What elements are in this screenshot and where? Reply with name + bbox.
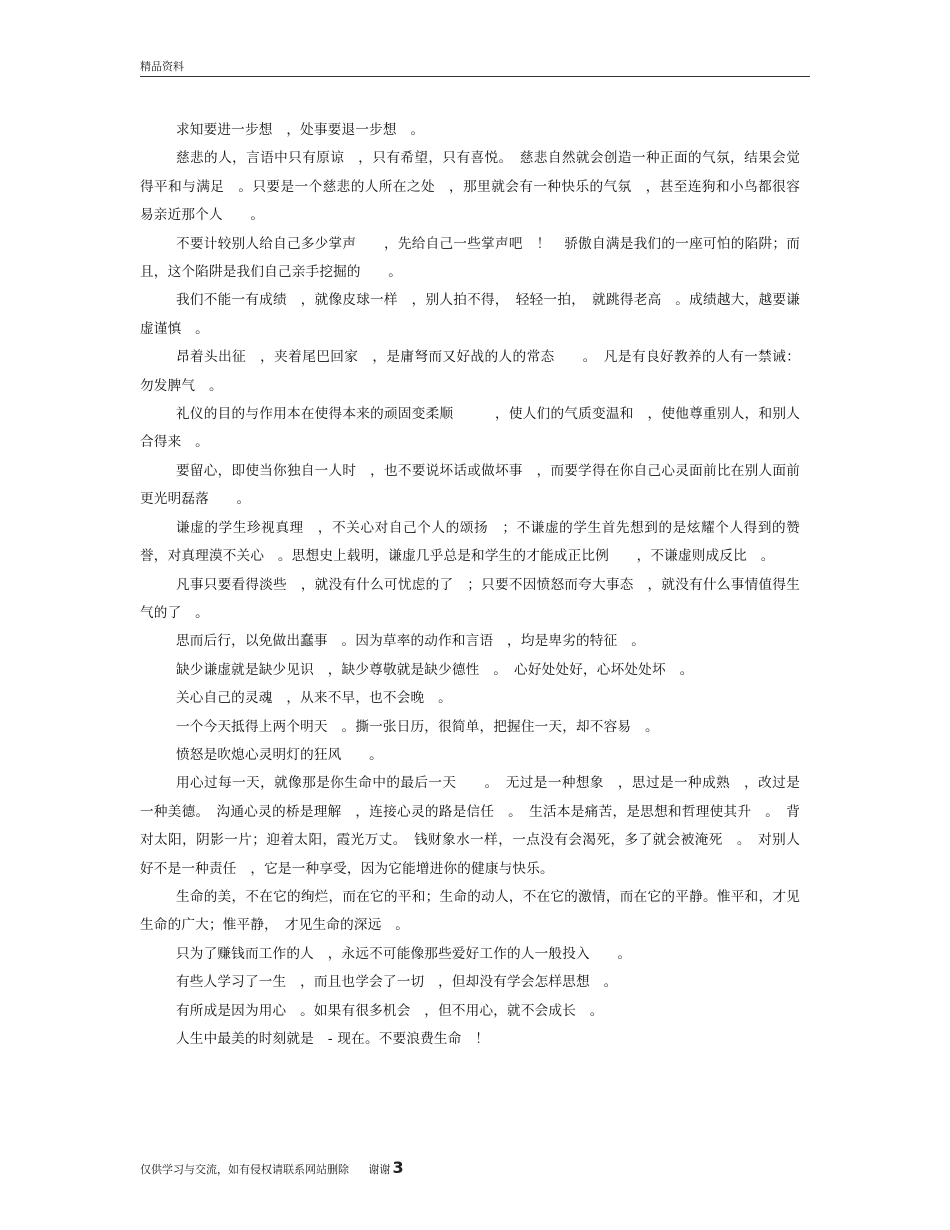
paragraph: 愤怒是吹熄心灵明灯的狂风 。	[176, 746, 383, 763]
paragraph: 生命的美，不在它的绚烂，而在它的平和；生命的动人，不在它的激情，而在它的平静。惟平和，才见生命的广大；惟平静， 才见生命的深远 。	[140, 888, 800, 934]
paragraph: 凡事只要看得淡些 ，就没有什么可忧虑的了 ；只要不因愤怒而夸大事态 ，就没有什么事情值得生气的了 。	[140, 576, 800, 621]
paragraph: 关心自己的灵魂 ，从来不早，也不会晚 。	[176, 690, 452, 707]
paragraph: 慈悲的人，言语中只有原谅 ，只有希望，只有喜悦。 慈悲自然就会创造一种正面的气氛，结果会觉得平和与满足 。只要是一个慈悲的人所在之处 ，那里就会有一种快乐的气氛 ，甚至连狗和小鸟都很容易亲近那个人 。	[140, 150, 800, 224]
paragraph: 有些人学习了一生 ，而且也学会了一切 ，但却没有学会怎样思想 。	[176, 974, 618, 991]
paragraph: 一个今天抵得上两个明天 。撕一张日历，很简单，把握住一天，却不容易 。	[176, 718, 659, 735]
paragraph: 谦虚的学生珍视真理 ，不关心对自己个人的颂扬 ；不谦虚的学生首先想到的是炫耀个人得到的赞誉，对真理漠不关心 。思想史上载明，谦虚几乎总是和学生的才能成正比例 ，不谦虚则成反比 。	[140, 519, 800, 565]
paragraph: 用心过每一天，就像那是你生命中的最后一天 。 无过是一种想象 ，思过是一种成熟 ，改过是一种美德。 沟通心灵的桥是理解 ，连接心灵的路是信任 。 生活本是痛苦，是思想和哲理使其升 。 背对太阳，阴影一片；迎着太阳，霞光万丈。 钱财象水一样，一点没有会渴死，多了就会被淹死 。 对别人好不是一种责任 ，它是一种享受，因为它能增进你的健康与快乐。	[140, 775, 800, 877]
paragraph: 有所成是因为用心 。如果有很多机会 ，但不用心，就不会成长 。	[176, 1002, 604, 1019]
footer-thanks: 谢谢	[368, 1163, 391, 1176]
paragraph: 求知要进一步想 ，处事要退一步想 。	[176, 122, 425, 138]
page-footer	[140, 1158, 404, 1177]
page-header	[140, 56, 810, 77]
paragraph: 要留心，即使当你独自一人时 ，也不要说坏话或做坏事 ，而要学得在你自己心灵面前比在别人面前更光明磊落 。	[140, 462, 800, 508]
paragraph: 缺少谦虚就是缺少见识 ，缺少尊敬就是缺少德性 。 心好处处好，心坏处处坏 。	[176, 661, 694, 678]
paragraph: 思而后行，以免做出蠢事 。因为草率的动作和言语 ，均是卑劣的特征 。	[176, 633, 645, 650]
page-number: 3	[392, 1158, 404, 1177]
paragraph: 不要计较别人给自己多少掌声 ，先给自己一些掌声吧 ！ 骄傲自满是我们的一座可怕的陷阱；而且，这个陷阱是我们自己亲手挖掘的 。	[140, 235, 800, 281]
footer-notice: 仅供学习与交流，如有侵权请联系网站删除	[140, 1163, 349, 1176]
paragraph: 只为了赚钱而工作的人 ，永远不可能像那些爱好工作的人一般投入 。	[176, 945, 632, 962]
paragraph: 昂着头出征 ，夹着尾巴回家 ，是庸弩而又好战的人的常态 。 凡是有良好教养的人有一禁诫：勿发脾气 。	[140, 349, 800, 394]
document-body	[140, 116, 800, 1053]
paragraph: 人生中最美的时刻就是 - 现在。不要浪费生命 ！	[176, 1031, 490, 1047]
header-label: 精品资料	[140, 60, 184, 73]
paragraph: 我们不能一有成绩 ，就像皮球一样 ，别人拍不得， 轻轻一拍， 就跳得老高 。成绩越大，越要谦虚谨慎 。	[140, 292, 800, 337]
paragraph: 礼仪的目的与作用本在使得本来的顽固变柔顺 ，使人们的气质变温和 ，使他尊重别人，和别人合得来 。	[140, 406, 800, 451]
